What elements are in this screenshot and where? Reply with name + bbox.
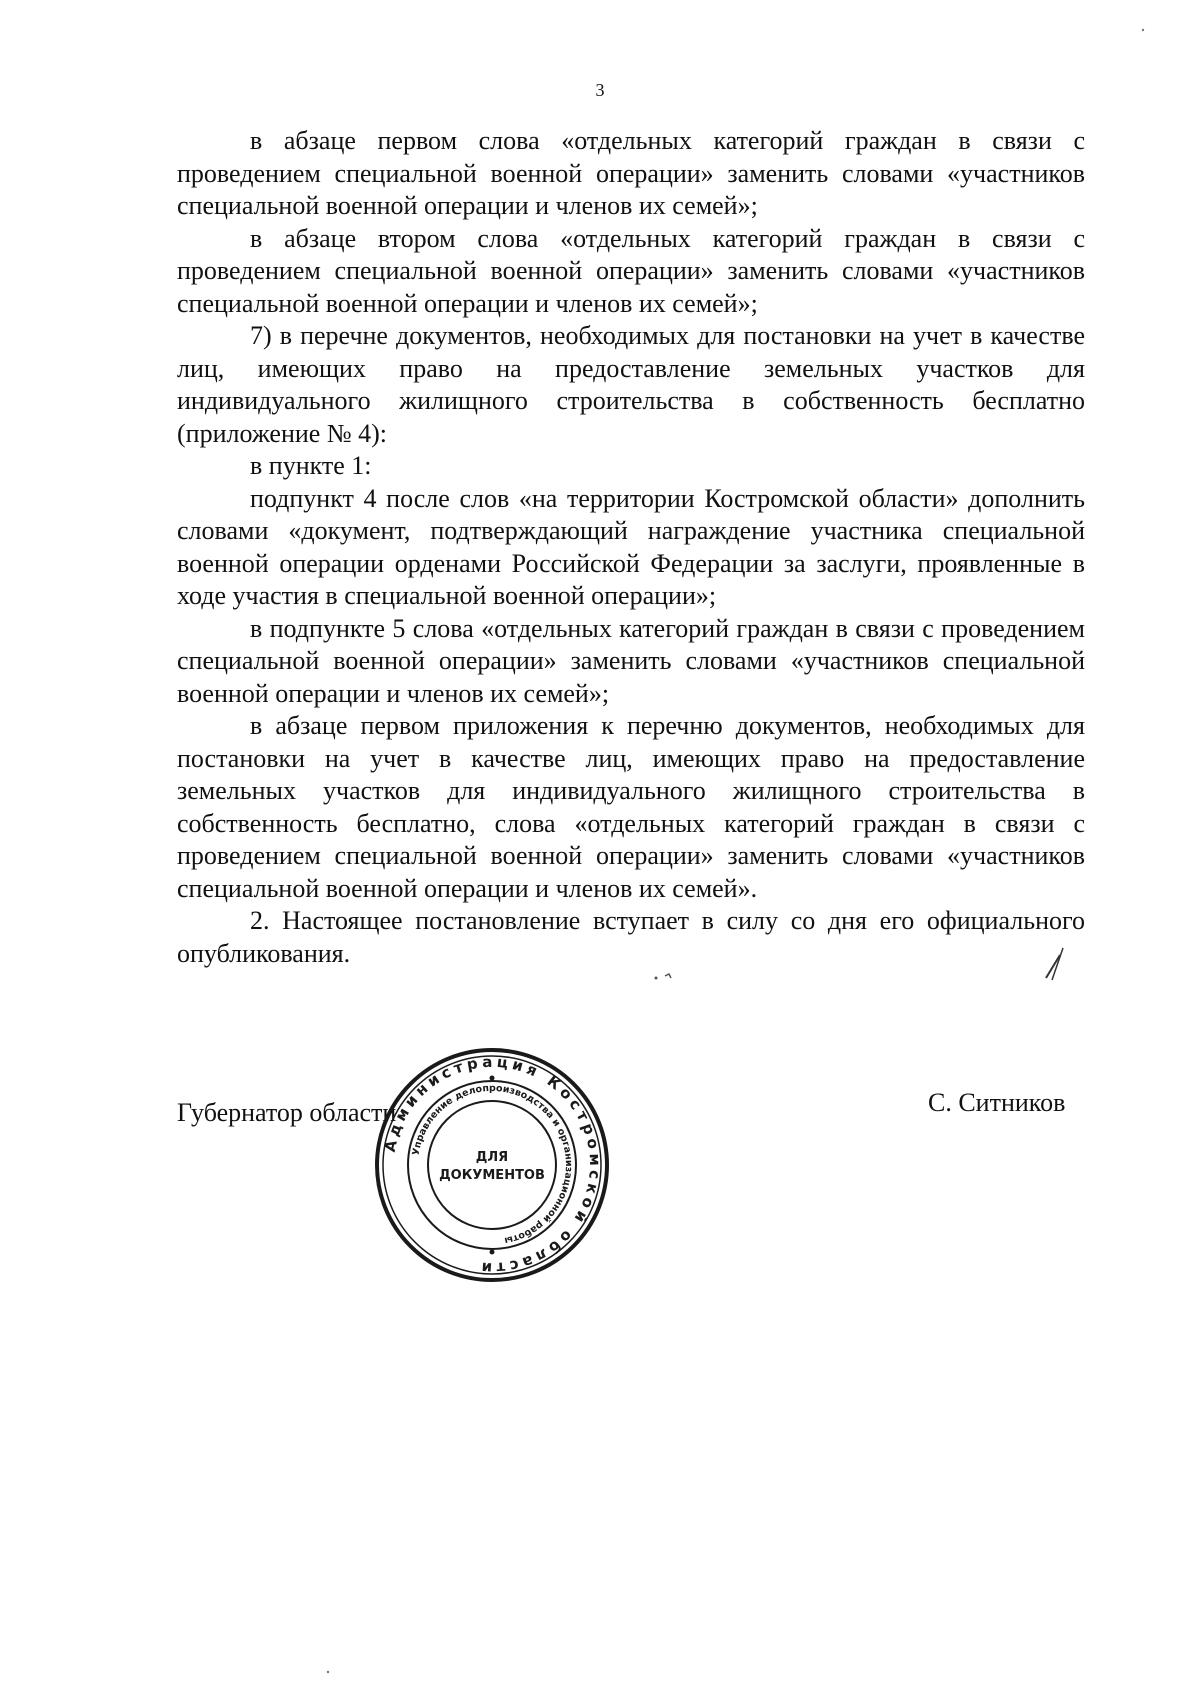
document-body [177, 125, 1085, 970]
stamp-ink [377, 1050, 607, 1280]
signatory-name: С. Ситников [928, 1088, 1066, 1117]
paragraph: подпункт 4 после слов «на территории Костромской области» дополнить словами «документ, подтверждающий награждение участника специальной военной операции орденами Российской Федерации за заслуги, проявленные в ходе участия в специальной военной операции»; [177, 483, 1085, 610]
signatory-title: Губернатор области [177, 1098, 397, 1127]
official-stamp [374, 1047, 610, 1283]
stamp-outer-text: Администрация Костромской области [380, 1052, 605, 1278]
paragraph: в подпункте 5 слова «отдельных категорий граждан в связи с проведением специальной военной операции» заменить словами «участников специальной военной операции и членов их семей»; [177, 613, 1085, 708]
paragraph: в абзаце втором слова «отдельных категорий граждан в связи с проведением специальной военной операции» заменить словами «участников специальной военной операции и членов их семей»; [177, 223, 1085, 318]
page-number: 3 [595, 80, 605, 100]
paragraph: в абзаце первом приложения к перечню документов, необходимых для постановки на учет в качестве лиц, имеющих право на предоставление земельных участков для индивидуального жилищного строительства в собственность бесплатно, слова «отдельных категорий граждан в связи с проведением специальной военной операции» заменить словами «участников специальной военной операции и членов их семей». [177, 711, 1085, 903]
stamp-center-line1: ДЛЯ [475, 1150, 509, 1165]
paragraph: в абзаце первом слова «отдельных категорий граждан в связи с проведением специальной военной операции» заменить словами «участников специальной военной операции и членов их семей»; [177, 126, 1085, 220]
paragraph: 7) в перечне документов, необходимых для постановки на учет в качестве лиц, имеющих право на предоставление земельных участков для индивидуального жилищного строительства в собственность бесплатно (приложение № 4): [177, 321, 1085, 448]
stamp-inner-text: Управление делопроизводства и организационной работы [410, 1082, 575, 1246]
paragraph: в пункте 1: [250, 451, 372, 480]
stamp-center-line2: ДОКУМЕНТОВ [439, 1168, 545, 1183]
paragraph: 2. Настоящее постановление вступает в силу со дня его официального опубликования. [177, 906, 1085, 968]
